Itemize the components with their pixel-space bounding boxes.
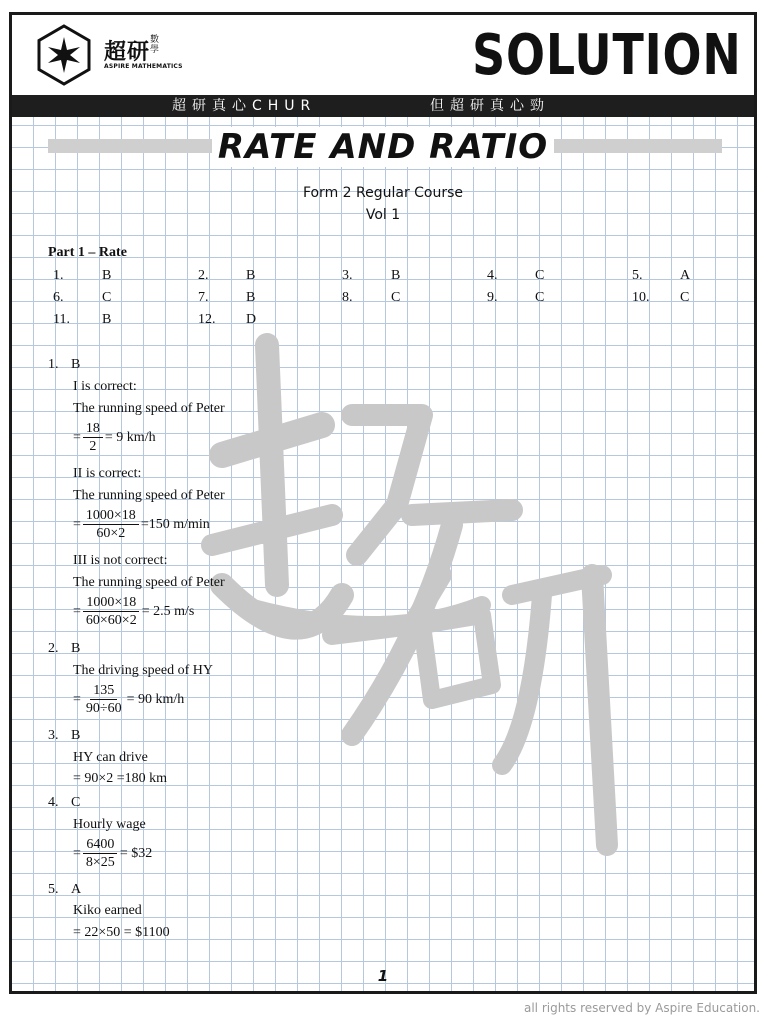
solution-text: III is not correct: (73, 553, 168, 568)
question-number: 4. (48, 795, 59, 810)
question-number: 2. (48, 641, 59, 656)
equals-sign: = (73, 429, 81, 445)
logo-english-name: ASPIRE MATHEMATICS (104, 63, 183, 70)
solution-text: Kiko earned (73, 903, 142, 918)
numerator: 1000×18 (83, 594, 139, 612)
equals-sign: = (73, 691, 81, 707)
question-number: 1. (48, 357, 59, 372)
answer-key-letter: C (680, 290, 690, 305)
solution-text: Hourly wage (73, 817, 146, 832)
solution-fraction (73, 682, 184, 717)
solution-text: I is correct: (73, 379, 137, 394)
logo-chinese-name: 超研 (104, 40, 151, 65)
worksheet-page (9, 12, 757, 994)
solution-fraction (73, 836, 152, 871)
answer-key-number: 2. (198, 268, 209, 283)
answer-key-number: 5. (632, 268, 643, 283)
fraction-result: = 90 km/h (126, 691, 185, 707)
part-heading: Part 1 – Rate (48, 245, 127, 260)
answer-key-letter: B (246, 268, 256, 283)
question-answer: B (71, 357, 81, 372)
denominator: 60×2 (96, 526, 126, 541)
answer-key-number: 12. (198, 312, 216, 327)
logo-chinese-subtitle: 數學 (150, 35, 160, 55)
answer-key-letter: D (246, 312, 257, 327)
denominator: 90÷60 (85, 701, 122, 716)
question-answer: B (71, 728, 81, 743)
denominator: 2 (89, 439, 97, 454)
watermark-logo-icon (182, 305, 662, 865)
answer-key-letter: C (391, 290, 401, 305)
title-banner (12, 127, 754, 167)
answer-key-letter: B (102, 312, 112, 327)
fraction-result: = $32 (119, 845, 153, 861)
copyright-notice: all rights reserved by Aspire Education. (523, 1001, 760, 1015)
slogan-right: 但超研真心勁 (430, 98, 550, 114)
fraction-result: = 2.5 m/s (141, 603, 195, 619)
header (12, 15, 754, 98)
answer-key-letter: C (535, 290, 545, 305)
star-hexagon-logo-icon (32, 23, 96, 87)
solution-fraction (73, 420, 156, 455)
answer-key-number: 1. (53, 268, 64, 283)
solution-text: HY can drive (73, 750, 148, 765)
question-number: 3. (48, 728, 59, 743)
answer-key-letter: B (102, 268, 112, 283)
solution-text: The running speed of Peter (73, 401, 225, 416)
answer-key-letter: C (535, 268, 545, 283)
answer-key-number: 4. (487, 268, 498, 283)
answer-key-number: 9. (487, 290, 498, 305)
solution-text: = 90×2 =180 km (73, 771, 168, 786)
answer-key-number: 7. (198, 290, 209, 305)
question-answer: C (71, 795, 81, 810)
slogan-left: 超研真心CHUR (172, 98, 317, 114)
equals-sign: = (73, 516, 81, 532)
answer-key-number: 11. (53, 312, 70, 327)
volume-label: Vol 1 (365, 207, 401, 223)
course-name: Form 2 Regular Course (302, 185, 464, 201)
question-answer: A (71, 882, 82, 897)
answer-key-number: 3. (342, 268, 353, 283)
page-number: 1 (377, 967, 389, 985)
answer-key-letter: B (246, 290, 256, 305)
equals-sign: = (73, 845, 81, 861)
solution-badge: SOLUTION (472, 23, 742, 88)
numerator: 6400 (83, 836, 117, 854)
answer-key-number: 10. (632, 290, 650, 305)
solution-fraction (73, 507, 210, 542)
numerator: 135 (90, 682, 117, 700)
solution-text: The running speed of Peter (73, 575, 225, 590)
solution-text: The driving speed of HY (73, 663, 213, 678)
fraction-result: =150 m/min (140, 516, 210, 532)
solution-text: II is correct: (73, 466, 142, 481)
numerator: 1000×18 (83, 507, 139, 525)
answer-key-letter: B (391, 268, 401, 283)
answer-key-number: 6. (53, 290, 64, 305)
denominator: 8×25 (85, 855, 115, 870)
page-title: RATE AND RATIO (12, 127, 754, 167)
slogan-bar (12, 95, 754, 117)
answer-key-letter: C (102, 290, 112, 305)
solution-fraction (73, 594, 194, 629)
solution-text: The running speed of Peter (73, 488, 225, 503)
question-number: 5. (48, 882, 59, 897)
numerator: 18 (83, 420, 103, 438)
fraction-result: = 9 km/h (104, 429, 156, 445)
answer-key-letter: A (680, 268, 691, 283)
question-answer: B (71, 641, 81, 656)
denominator: 60×60×2 (85, 613, 137, 628)
equals-sign: = (73, 603, 81, 619)
solution-text: = 22×50 = $1100 (73, 925, 170, 940)
answer-key-number: 8. (342, 290, 353, 305)
